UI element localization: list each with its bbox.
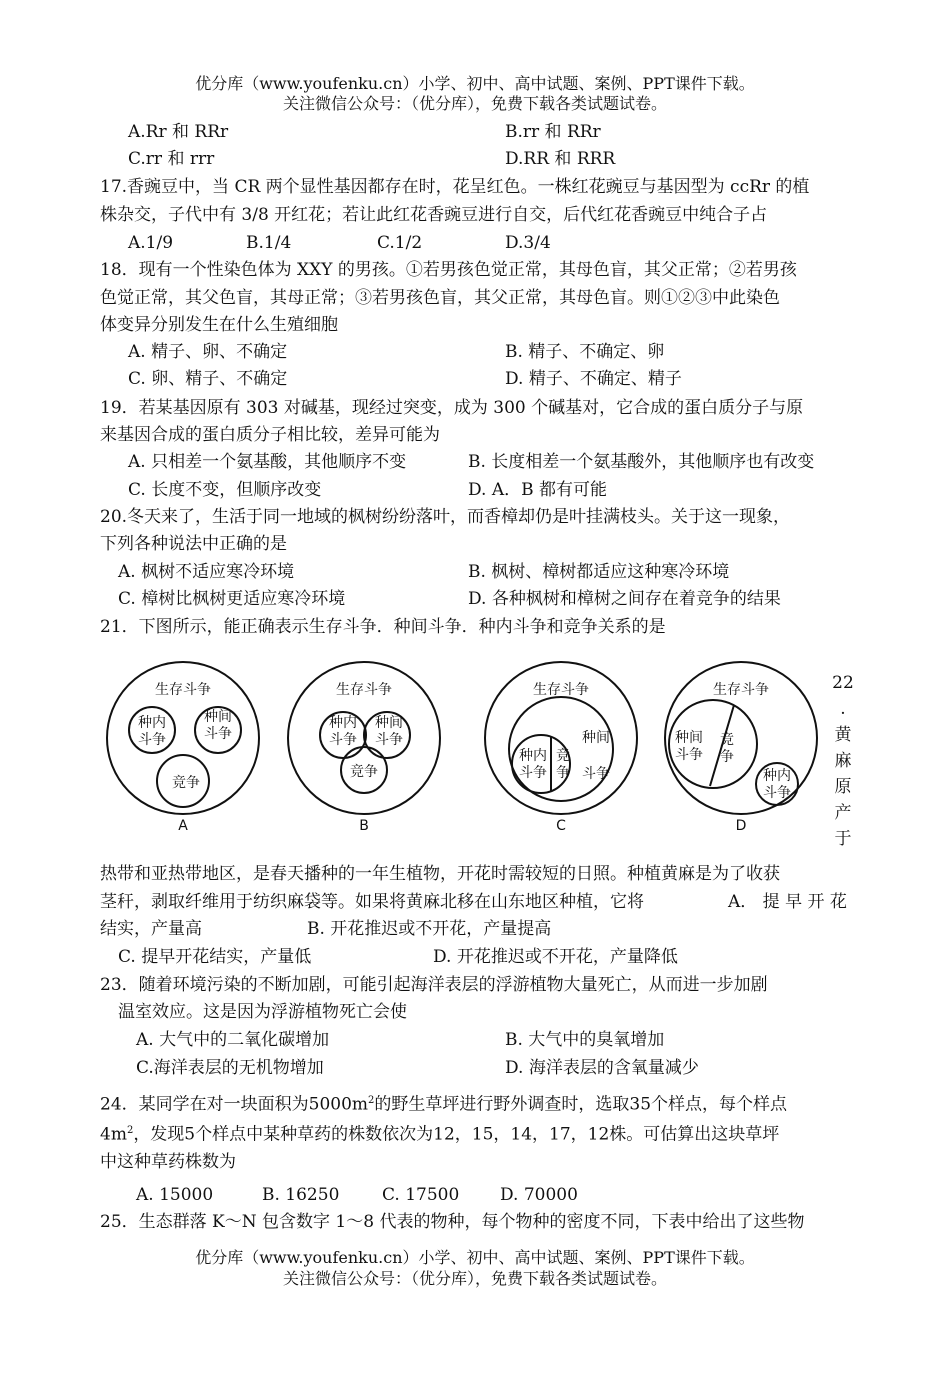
q24-superscript-1: 2 (368, 1095, 375, 1106)
q24-superscript-2: 2 (126, 1125, 134, 1136)
q19-line-2: 来基因合成的蛋白质分子相比较，差异可能为 (100, 425, 440, 445)
q22-option-b: B. 开花推迟或不开花，产量提高 (307, 919, 552, 939)
q16-option-d: D.RR 和 RRR (505, 149, 616, 169)
q19-option-a: A. 只相差一个氨基酸，其他顺序不变 (128, 452, 407, 472)
q23-option-b: B. 大气中的臭氧增加 (505, 1030, 665, 1050)
q24-option-d: D. 70000 (500, 1185, 578, 1205)
q24-line-2 (100, 1119, 779, 1147)
diagram-d-intra-label-1: 种内 (763, 768, 791, 784)
q23-option-c: C.海洋表层的无机物增加 (136, 1058, 324, 1078)
diagram-d-letter: D (735, 818, 747, 834)
diagram-b-intra-label-1: 种内 (329, 715, 357, 731)
diagram-b-inter-label-2: 斗争 (375, 732, 403, 748)
diagram-c-compete-label-1: 竞 (556, 748, 570, 764)
diagram-d (665, 662, 817, 814)
diagram-b-letter: B (359, 818, 369, 834)
header-line-1: 优分库（www.youfenku.cn）小学、初中、高中试题、案例、PPT课件下载。 (195, 74, 755, 93)
q16-option-a: A.Rr 和 RRr (128, 122, 229, 142)
q19-option-c: C. 长度不变，但顺序改变 (128, 480, 322, 500)
q17-option-a: A.1/9 (128, 233, 174, 253)
q22-option-c: C. 提早开花结实，产量低 (118, 947, 312, 967)
q24-line-1-end: 的野生草坪进行野外调查时，选取35个样点，每个样点 (374, 1094, 788, 1115)
diagram-a-inter-label-2: 斗争 (204, 726, 232, 742)
diagram-a-compete-label: 竞争 (172, 775, 200, 791)
header-line-2: 关注微信公众号：（优分库），免费下载各类试题试卷。 (282, 94, 667, 113)
diagram-c (485, 662, 637, 814)
q24-option-b: B. 16250 (262, 1185, 340, 1205)
q21-line-1: 21．下图所示，能正确表示生存斗争．种间斗争．种内斗争和竞争关系的是 (100, 617, 666, 637)
q17-option-b: B.1/4 (246, 233, 292, 253)
q21-diagram (100, 648, 818, 836)
q20-option-d: D. 各种枫树和樟树之间存在着竞争的结果 (468, 589, 781, 609)
q24-line-2-end: ，发现5个样点中某种草药的株数依次为12，15，14，17，12株。可估算出这块草坪 (133, 1124, 780, 1145)
diagram-d-intra-label-2: 斗争 (763, 785, 791, 801)
q19-option-d: D. A．B 都有可能 (468, 480, 608, 500)
footer-line-2: 关注微信公众号：（优分库），免费下载各类试题试卷。 (282, 1269, 667, 1288)
q17-option-d: D.3/4 (505, 233, 551, 253)
diagram-c-outer-label: 生存斗争 (533, 682, 589, 698)
q22-vchar-5: 于 (834, 829, 852, 849)
q18-line-3: 体变异分别发生在什么生殖细胞 (100, 315, 338, 335)
q20-line-2: 下列各种说法中正确的是 (100, 534, 287, 554)
q22-option-d: D. 开花推迟或不开花，产量降低 (433, 947, 678, 967)
q24-option-a: A. 15000 (136, 1185, 214, 1205)
diagram-b-outer-label: 生存斗争 (336, 682, 392, 698)
diagram-b-inter-label-1: 种间 (375, 715, 403, 731)
q22-line-2: 茎秆，剥取纤维用于纺织麻袋等。如果将黄麻北移在山东地区种植，它将 (100, 892, 644, 912)
q20-option-b: B. 枫树、樟树都适应这种寒冷环境 (468, 562, 730, 582)
q17-line-2: 株杂交，子代中有 3/8 开红花；若让此红花香豌豆进行自交，后代红花香豌豆中纯合子占 (100, 205, 768, 225)
q23-option-d: D. 海洋表层的含氧量减少 (505, 1058, 699, 1078)
q23-option-a: A. 大气中的二氧化碳增加 (136, 1030, 330, 1050)
diagram-d-compete-label-2: 争 (720, 749, 734, 765)
q18-option-a: A. 精子、卵、不确定 (128, 342, 288, 362)
diagram-d-outer-label: 生存斗争 (713, 682, 769, 698)
q17-line-1: 17.香豌豆中，当 CR 两个显性基因都存在时，花呈红色。一株红花豌豆与基因型为 ccRr 的植 (100, 177, 810, 197)
diagram-b-compete-label: 竞争 (350, 764, 378, 780)
diagram-c-inter-char-2: 斗争 (582, 766, 610, 782)
diagram-d-inter-label-1: 种间 (675, 730, 703, 746)
diagram-a-intra-label-1: 种内 (138, 715, 166, 731)
q19-option-b: B. 长度相差一个氨基酸外，其他顺序也有改变 (468, 452, 815, 472)
q24-line-3: 中这种草药株数为 (100, 1152, 236, 1172)
q24-line-1-start: 24．某同学在对一块面积为5000m (100, 1094, 369, 1115)
q22-option-a-part-1: A． 提 早 开 花 (728, 892, 847, 912)
q22-option-a-part-2: 结实，产量高 (100, 919, 202, 939)
diagram-a-intra-label-2: 斗争 (138, 732, 166, 748)
diagram-d-inter-label-2: 斗争 (675, 747, 703, 763)
q22-vchar-3: 原 (834, 777, 852, 797)
diagram-a-letter: A (178, 818, 188, 834)
q18-option-d: D. 精子、不确定、精子 (505, 369, 682, 389)
diagram-c-letter: C (556, 818, 566, 834)
diagram-c-intra-circle (512, 735, 570, 793)
q22-vchar-1: 黄 (834, 725, 852, 745)
diagram-c-intra-label-2: 斗争 (519, 765, 547, 781)
q19-line-1: 19．若某基因原有 303 对碱基，现经过突变，成为 300 个碱基对，它合成的蛋白质分子与原 (100, 398, 804, 418)
q24-line-1 (100, 1089, 787, 1117)
q24-option-c: C. 17500 (382, 1185, 460, 1205)
q22-vchar-2: 麻 (834, 751, 852, 771)
diagram-a-inter-label-1: 种间 (204, 709, 232, 725)
diagram-c-intra-label-1: 种内 (519, 748, 547, 764)
q20-option-c: C. 樟树比枫树更适应寒冷环境 (118, 589, 346, 609)
q20-option-a: A. 枫树不适应寒冷环境 (118, 562, 295, 582)
q22-dot: . (840, 699, 846, 719)
q18-option-b: B. 精子、不确定、卵 (505, 342, 665, 362)
q18-option-c: C. 卵、精子、不确定 (128, 369, 288, 389)
diagram-c-compete-label-2: 争 (556, 765, 570, 781)
q22-line-1: 热带和亚热带地区，是春天播种的一年生植物，开花时需较短的日照。种植黄麻是为了收获 (100, 864, 780, 884)
diagram-d-compete-label-1: 竞 (720, 732, 734, 748)
q23-line-1: 23．随着环境污染的不断加剧，可能引起海洋表层的浮游植物大量死亡，从而进一步加剧 (100, 975, 768, 995)
diagram-b-intra-label-2: 斗争 (329, 732, 357, 748)
diagram-c-inter-char-1: 种间 (582, 730, 610, 746)
q16-option-c: C.rr 和 rrr (128, 149, 215, 169)
q20-line-1: 20.冬天来了，生活于同一地域的枫树纷纷落叶，而香樟却仍是叶挂满枝头。关于这一现象， (100, 507, 791, 527)
q23-line-2: 温室效应。这是因为浮游植物死亡会使 (118, 1002, 407, 1022)
diagram-b (288, 662, 440, 814)
q22-vchar-4: 产 (834, 803, 852, 823)
q16-option-b: B.rr 和 RRr (505, 122, 601, 142)
q18-line-1: 18．现有一个性染色体为 XXY 的男孩。①若男孩色觉正常，其母色盲，其父正常；②若男孩 (100, 260, 797, 280)
diagram-a-outer-label: 生存斗争 (155, 682, 211, 698)
footer-line-1: 优分库（www.youfenku.cn）小学、初中、高中试题、案例、PPT课件下载。 (195, 1248, 755, 1267)
q17-option-c: C.1/2 (377, 233, 423, 253)
q25-line-1: 25．生态群落 K～N 包含数字 1～8 代表的物种，每个物种的密度不同，下表中给出了这些物 (100, 1212, 805, 1232)
q18-line-2: 色觉正常，其父色盲，其母正常；③若男孩色盲，其父正常，其母色盲。则①②③中此染色 (100, 288, 780, 308)
q22-number: 22 (832, 673, 854, 693)
q24-line-2-start: 4m (100, 1124, 127, 1145)
diagram-a (107, 662, 259, 814)
